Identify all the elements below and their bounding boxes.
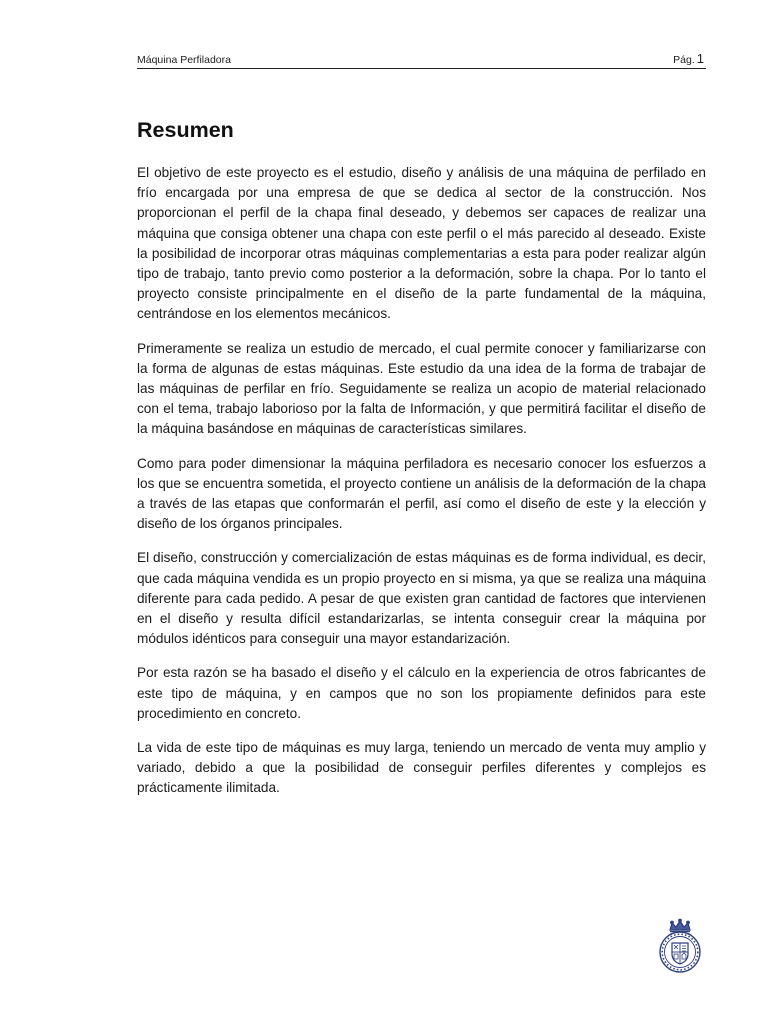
page-number: 1 (696, 51, 704, 66)
section-heading: Resumen (137, 118, 234, 142)
body-text (137, 163, 706, 813)
page-header (137, 48, 706, 69)
paragraph-2: Primeramente se realiza un estudio de mercado, el cual permite conocer y familiarizarse con la forma de algunas de estas máquinas. Este estudio da una idea de la forma de trabajar de las máquinas de perfilar en frío. Seguidamente se realiza un acopio de material relacionado con el tema, trabajo laborioso por la falta de Información, y que permitirá facilitar el diseño de la máquina basándose en máquinas de características similares. (137, 340, 706, 437)
paragraph-4: El diseño, construcción y comercialización de estas máquinas es de forma individual, es decir, que cada máquina vendida es un propio proyecto en si misma, ya que se realiza una máquina diferente para cada pedido. A pesar de que existen gran cantidad de factores que intervienen en el diseño y resulta difícil estandarizarlas, se intenta conseguir crear la máquina por módulos idénticos para conseguir una mayor estandarización. (137, 550, 706, 647)
paragraph-1: El objetivo de este proyecto es el estudio, diseño y análisis de una máquina de perfilado en frío encargada por una empresa de que se dedica al sector de la construcción. Nos proporcionan el perfil de la chapa final deseado, y debemos ser capaces de realizar una máquina que consiga obtener una chapa con este perfil o el más parecido al deseado. Existe la posibilidad de incorporar otras máquinas complementarias a esta para poder realizar algún tipo de trabajo, tanto previo como posterior a la deformación, sobre la chapa. Por lo tanto el proyecto consiste principalmente en el diseño de la parte fundamental de la máquina, centrándose en los elementos mecánicos. (137, 165, 706, 322)
page-label: Pág. (673, 54, 695, 66)
header-title: Máquina Perfiladora (137, 54, 231, 66)
paragraph-3: Como para poder dimensionar la máquina perfiladora es necesario conocer los esfuerzos a los que se encuentra sometida, el proyecto contiene un análisis de la deformación de la chapa a través de las etapas que conformarán el perfil, así como el diseño de este y la elección y diseño de los órganos principales. (137, 455, 706, 532)
paragraph-5: Por esta razón se ha basado el diseño y el cálculo en la experiencia de otros fabricantes de este tipo de máquina, y en campos que no son los propiamente definidos para este procedimiento en concreto. (137, 665, 706, 721)
paragraph-6: La vida de este tipo de máquinas es muy larga, teniendo un mercado de venta muy amplio y variado, debido a que la posibilidad de conseguir perfiles diferentes y complejos es prácticamente ilimitada. (137, 740, 706, 796)
page-indicator (673, 51, 704, 66)
university-seal-icon (653, 918, 707, 974)
